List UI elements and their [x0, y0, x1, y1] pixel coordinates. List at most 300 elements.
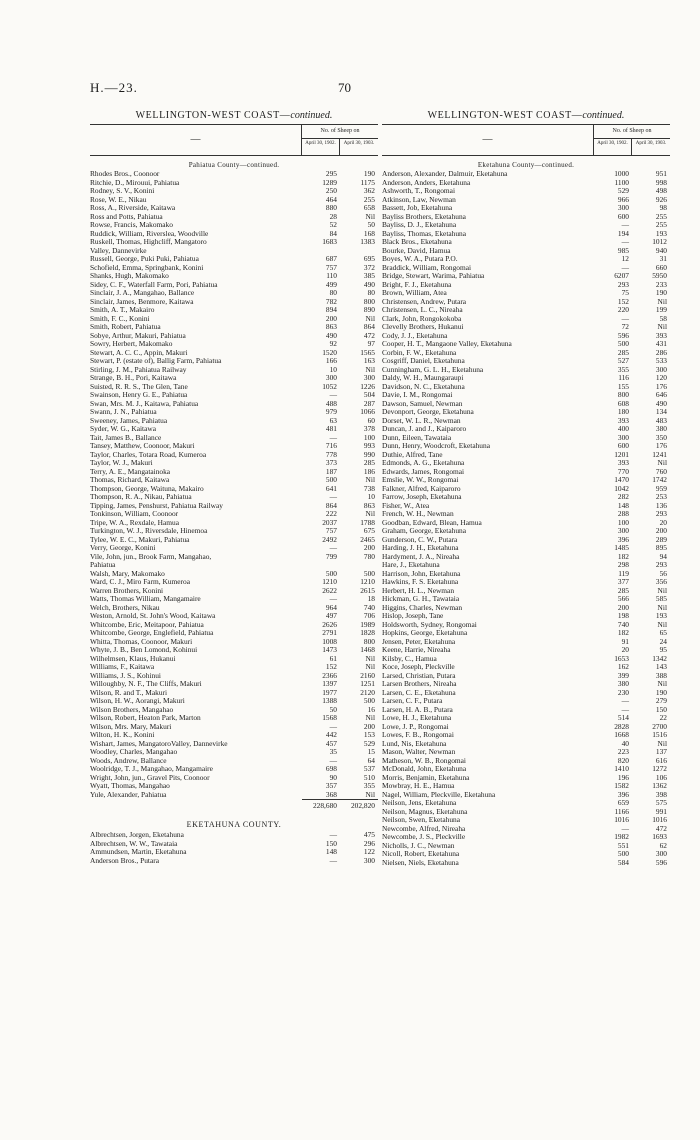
right-column-title	[382, 110, 670, 124]
sheep-1903: 355	[363, 781, 375, 790]
sheep-1902: 6207	[614, 271, 629, 280]
owner-name: Wilson, R. and T., Makuri	[90, 688, 168, 697]
sheep-1902: 52	[329, 220, 337, 229]
sheep-1902: 500	[325, 568, 337, 578]
sheep-1902: 80	[329, 288, 337, 297]
sheep-1902: 222	[325, 509, 337, 518]
owner-name: Matheson, W. B., Rongomai	[382, 756, 466, 765]
owner-name: Devonport, George, Eketahuna	[382, 408, 474, 416]
sheep-1902: 1683	[322, 237, 337, 246]
sheep-group-label: No. of Sheep on	[302, 125, 378, 139]
owner-name: Ruskell, Thomas, Highcliff, Mangatoro	[90, 238, 207, 246]
sheep-1903: 300	[655, 364, 667, 374]
owner-name: Higgins, Charles, Newman	[382, 603, 463, 612]
sheep-1903: 293	[655, 509, 667, 518]
owner-name: Harding, J. H., Eketahuna	[382, 544, 459, 552]
sheep-1902: 514	[617, 713, 629, 722]
sheep-1902: 1410	[614, 764, 629, 773]
sheep-1902: 250	[325, 186, 337, 195]
sheep-1903: 1989	[360, 619, 375, 629]
owner-name: Newcombe, Alfred, Nireaha	[382, 824, 466, 833]
sheep-1903: 398	[655, 789, 667, 799]
sheep-1903: 529	[363, 738, 375, 748]
owner-name: Yule, Alexander, Pahiatua	[90, 790, 167, 799]
owner-name: Anderson, Anders, Eketahuna	[382, 178, 471, 187]
sheep-1903: 31	[659, 254, 667, 263]
sheep-1902: 481	[325, 424, 337, 433]
sheep-1902: —	[621, 823, 629, 833]
owner-name: Emslie, W. W., Rongomai	[382, 476, 459, 484]
sheep-1903: Nil	[365, 211, 375, 221]
sheep-1903: 287	[363, 398, 375, 408]
sheep-1902: 964	[325, 602, 337, 612]
sheep-1903: 286	[655, 347, 667, 357]
sheep-1903: 695	[363, 254, 375, 263]
owner-name: Christensen, L. C., Nireaha	[382, 306, 463, 314]
sheep-1903: 190	[655, 687, 667, 697]
sheep-1903: 431	[655, 339, 667, 348]
sheep-1902: 2622	[322, 585, 337, 595]
owner-name: Mowbray, H. E., Hamua	[382, 782, 455, 790]
owner-name: Russell, George, Puki Puki, Pahiatua	[90, 255, 199, 263]
owner-name: Strange, B. H., Pori, Kaitawa	[90, 374, 177, 382]
sheep-1903: 200	[655, 526, 667, 535]
owner-name: Black Bros., Eketahuna	[382, 238, 452, 246]
sheep-1902: 1289	[322, 177, 337, 187]
sheep-1902: 2037	[322, 517, 337, 527]
sheep-1902: 355	[617, 364, 629, 374]
left-total-row	[302, 799, 378, 811]
owner-name: Ammundsen, Martin, Eketahuna	[90, 848, 187, 856]
sheep-1903: 58	[659, 313, 667, 323]
owner-name: Atkinson, Law, Newman	[382, 195, 456, 204]
owner-name: Whitcombe, George, Englefield, Pahiatua	[90, 629, 214, 637]
owner-name: Dawson, Samuel, Newman	[382, 399, 463, 408]
sheep-1902: —	[329, 390, 337, 399]
col-1902-header: April 30, 1902.	[302, 139, 340, 155]
sheep-1903: 1012	[652, 237, 667, 246]
owner-name: Ashworth, T., Rongomai	[382, 187, 456, 195]
sheep-1902: 90	[329, 772, 337, 782]
sheep-1902: 894	[325, 305, 337, 314]
sheep-1902: 84	[329, 228, 337, 238]
owner-name: Hislop, Joseph, Tane	[382, 612, 444, 620]
sheep-1902: 529	[617, 186, 629, 195]
sheep-1902: 770	[617, 466, 629, 476]
sheep-1903: 15	[367, 747, 375, 756]
sheep-1903: 537	[363, 764, 375, 773]
sheep-1903: 378	[363, 424, 375, 433]
sheep-1903: 1251	[360, 679, 375, 688]
sheep-1903: 153	[363, 730, 375, 739]
owner-name: Brown, William, Atea	[382, 289, 447, 297]
owner-name: McDonald, John, Eketahuna	[382, 765, 467, 773]
sheep-1902: —	[621, 237, 629, 246]
sheep-1903: 475	[363, 830, 375, 839]
owner-name: Herbert, H. L., Newman	[382, 586, 455, 595]
sheep-1902: 28	[329, 211, 337, 221]
owner-name: Sidey, C. F., Waterfall Farm, Pori, Pahiatua	[90, 280, 218, 289]
sheep-1903: 137	[655, 747, 667, 756]
sheep-1902: 368	[325, 789, 337, 799]
sheep-1903: 800	[363, 636, 375, 646]
sheep-1902: 1100	[614, 177, 629, 187]
sheep-1903: 255	[655, 211, 667, 221]
owner-name: Woodley, Charles, Mangahao	[90, 748, 178, 756]
sheep-1903: 279	[655, 696, 667, 705]
sheep-1902: 396	[617, 789, 629, 799]
owner-name: Christensen, Andrew, Putara	[382, 297, 467, 306]
col-1902-header: April 30, 1902.	[594, 139, 632, 155]
sheep-1902: 641	[325, 483, 337, 493]
sheep-1903: 472	[655, 823, 667, 833]
sheep-1903: 24	[659, 636, 667, 646]
sheep-1902: —	[329, 830, 337, 839]
sheep-1903: 646	[655, 390, 667, 399]
owner-name: Kilsby, C., Hamua	[382, 654, 437, 663]
sheep-1902: 187	[325, 466, 337, 476]
owner-name: Swann, J. N., Pahiatua	[90, 408, 157, 416]
sheep-1902: 148	[617, 500, 629, 510]
sheep-1903: 1175	[360, 177, 375, 187]
sheep-1902: 182	[617, 628, 629, 637]
sheep-1903: Nil	[657, 619, 667, 629]
sheep-1902: 10	[329, 364, 337, 374]
sheep-1902: 150	[325, 838, 337, 848]
sheep-1903: 193	[655, 228, 667, 238]
owner-name: Davidson, N. C., Eketahuna	[382, 382, 465, 391]
sheep-1903: 504	[363, 390, 375, 399]
sheep-group-header	[301, 125, 378, 155]
sheep-1902: 148	[325, 847, 337, 856]
sheep-1902: —	[329, 543, 337, 552]
sheep-1903: 993	[363, 441, 375, 450]
sheep-1903: 800	[363, 296, 375, 306]
owner-name: Larsen Brothers, Nireaha	[382, 680, 457, 688]
owner-name: Sinclair, James, Benmore, Kaitawa	[90, 297, 194, 306]
sheep-1903: 1788	[360, 517, 375, 527]
sheep-1903: 740	[363, 602, 375, 612]
left-rows	[90, 170, 378, 799]
owner-name: Wilson, Mrs. Mary, Makuri	[90, 722, 172, 731]
sheep-1902: 155	[617, 381, 629, 391]
sheep-1903: 991	[655, 806, 667, 816]
sheep-1902: 2791	[322, 628, 337, 637]
sheep-1902: 377	[617, 577, 629, 586]
sheep-1903: 895	[655, 543, 667, 552]
owner-name: Thompson, George, Waituna, Makairo	[90, 484, 204, 493]
sheep-1903: 285	[363, 458, 375, 467]
sheep-1903: Nil	[657, 679, 667, 688]
owner-name: Bright, F. J., Eketahuna	[382, 280, 452, 289]
sheep-1902: 1166	[614, 806, 629, 816]
owner-name: Bridge, Stewart, Warima, Pahiatua	[382, 272, 485, 280]
sheep-1903: 998	[655, 177, 667, 187]
sheep-1903: 255	[655, 220, 667, 229]
sheep-1903: Nil	[657, 738, 667, 748]
sheep-1902: —	[329, 721, 337, 731]
owner-name: Neilson, Swen, Eketahuna	[382, 816, 460, 824]
name-column-header: —	[190, 134, 201, 145]
sheep-1902: 659	[617, 798, 629, 807]
owner-name: Lowe, J. P., Rongomai	[382, 722, 449, 731]
owner-name: Stirling, J. M., Pahiatua Railway	[90, 365, 187, 374]
sheep-1903: 356	[655, 577, 667, 586]
sheep-1902: 499	[325, 279, 337, 289]
owner-name: Falkner, Alfred, Kaiparoro	[382, 484, 461, 493]
sheep-1902: 1042	[614, 483, 629, 493]
sheep-1902: 740	[617, 619, 629, 629]
eketahuna-rows	[90, 831, 378, 865]
sheep-1902: 698	[325, 764, 337, 773]
sheep-1902: 300	[617, 432, 629, 442]
sheep-1903: 300	[655, 849, 667, 858]
sheep-1903: 490	[655, 398, 667, 408]
sheep-1902: 2492	[322, 534, 337, 544]
sheep-1902: 196	[617, 772, 629, 782]
owner-name: Graham, George, Eketahuna	[382, 527, 466, 535]
sheep-1903: 706	[363, 611, 375, 620]
owner-name: Rowse, Francis, Makomako	[90, 221, 173, 229]
owner-name: Edwards, James, Rongomai	[382, 467, 465, 476]
owner-name: Farrow, Joseph, Eketahuna	[382, 493, 462, 501]
sheep-1902: 152	[325, 662, 337, 671]
sheep-1903: 1693	[652, 832, 667, 841]
owner-name: Larsen, C. F., Putara	[382, 697, 443, 705]
owner-name: Nicoll, Robert, Eketahuna	[382, 850, 460, 858]
sheep-1902: 1008	[322, 636, 337, 646]
sheep-1903: 350	[655, 432, 667, 442]
sheep-group-header	[593, 125, 670, 155]
sheep-1903: 60	[367, 415, 375, 425]
owner-name: Jensen, Peter, Eketahuna	[382, 637, 456, 646]
owner-name: Davie, I. M., Rongomai	[382, 391, 453, 399]
sheep-1903: 168	[363, 228, 375, 238]
sheep-1903: 951	[655, 169, 667, 178]
sheep-1902: 1016	[614, 815, 629, 824]
owner-name: Newcombe, J. S., Pleckville	[382, 833, 466, 841]
sheep-1903: 186	[363, 466, 375, 476]
sheep-1902: 1473	[322, 645, 337, 654]
sheep-1902: 220	[617, 305, 629, 314]
sheep-1902: —	[621, 696, 629, 705]
sheep-1902: 979	[325, 407, 337, 416]
sheep-1903: 163	[363, 356, 375, 365]
owner-name: Tansey, Matthew, Coonoor, Makuri	[90, 442, 195, 450]
sheep-1902: 400	[617, 424, 629, 433]
sheep-1903: 658	[363, 203, 375, 212]
sheep-group-label: No. of Sheep on	[594, 125, 670, 139]
owner-name: Edmonds, A. G., Eketahuna	[382, 459, 465, 467]
sheep-1903: 1383	[360, 237, 375, 246]
sheep-1903: 2615	[360, 585, 375, 595]
sheep-1903: 94	[659, 551, 667, 561]
sheep-1902: 285	[617, 347, 629, 357]
sheep-1902: 527	[617, 356, 629, 365]
sheep-1902: 596	[617, 330, 629, 340]
sheep-1902: —	[621, 704, 629, 714]
owner-name: Thompson, R. A., Nikau, Pahiatua	[90, 493, 192, 501]
owner-name: Tylee, W. E. C., Makuri, Pahiatua	[90, 535, 190, 544]
sheep-1902: 1052	[322, 381, 337, 391]
owner-name: Holdsworth, Sydney, Rongomai	[382, 620, 477, 629]
sheep-1902: 880	[325, 203, 337, 212]
sheep-1903: 289	[655, 534, 667, 544]
sheep-1903: 890	[363, 305, 375, 314]
sheep-1903: 150	[655, 704, 667, 714]
owner-name: Lowe, H. J., Eketahuna	[382, 714, 452, 722]
owner-name: Verry, George, Konini	[90, 544, 156, 552]
sheep-1902: 61	[329, 653, 337, 663]
sheep-1902: 820	[617, 755, 629, 765]
sheep-1903: 483	[655, 415, 667, 425]
owner-name: Rodney, S. V., Konini	[90, 187, 155, 195]
left-column-title	[90, 110, 378, 124]
sheep-1902: 230	[617, 687, 629, 697]
sheep-1903: 98	[659, 203, 667, 212]
sheep-1903: 20	[659, 517, 667, 527]
sheep-1903: Nil	[365, 662, 375, 671]
sheep-1903: 385	[363, 271, 375, 280]
sheep-1902: 116	[618, 373, 629, 382]
sheep-1903: 596	[655, 857, 667, 867]
owner-name: Dorset, W. L. R., Newman	[382, 416, 461, 425]
sheep-1903: 253	[655, 492, 667, 501]
owner-name: Smith, Robert, Pahiatua	[90, 323, 161, 331]
sheep-1903: Nil	[365, 509, 375, 518]
owner-name: Bourke, David, Hamua	[382, 246, 451, 255]
sheep-1903: 863	[363, 500, 375, 510]
left-section-heading: Pahiatua County—continued.	[188, 161, 280, 169]
sheep-1903: 200	[363, 721, 375, 731]
owner-name: Koce, Joseph, Pleckville	[382, 663, 455, 671]
sheep-1902: —	[329, 855, 337, 865]
sheep-1903: 510	[363, 772, 375, 782]
sheep-1903: 56	[659, 568, 667, 578]
table-row	[90, 791, 378, 800]
page-number: 70	[338, 80, 351, 95]
owner-name: Rose, W. E., Nikau	[90, 195, 147, 204]
owner-name: Lund, Nis, Eketahuna	[382, 739, 447, 748]
total-1903: 202,820	[350, 801, 375, 810]
owner-name: Terry, A. E., Mangatainoka	[90, 467, 171, 476]
owner-name: Neilson, Magnus, Eketahuna	[382, 807, 468, 816]
sheep-1903: Nil	[365, 653, 375, 663]
sheep-1903: 472	[363, 330, 375, 340]
sheep-1903: 97	[367, 339, 375, 348]
table-row	[90, 857, 378, 866]
owner-name: Cunningham, G. L. H., Eketahuna	[382, 365, 484, 374]
sheep-1902: —	[329, 594, 337, 603]
sheep-1903: Nil	[365, 364, 375, 374]
sheep-1903: 362	[363, 186, 375, 195]
sheep-1902: 182	[617, 551, 629, 561]
owner-name: Rhodes Bros., Coonoor	[90, 170, 160, 178]
sheep-1903: 50	[367, 220, 375, 229]
sheep-1902: 180	[617, 407, 629, 416]
owner-name: Larsen, H. A. B., Putara	[382, 705, 453, 714]
page-reference: H.—23.	[90, 80, 138, 95]
sheep-1903: 10	[367, 492, 375, 501]
sheep-1902: 92	[329, 339, 337, 348]
sheep-1903: 200	[363, 543, 375, 552]
sheep-1902: 285	[617, 585, 629, 595]
sheep-1902: 2626	[322, 619, 337, 629]
sheep-1903: 1066	[360, 407, 375, 416]
owner-name: Willoughby, N. F., The Cliffs, Makuri	[90, 680, 202, 688]
table-row	[382, 859, 670, 868]
owner-name: Pahiatua	[90, 561, 116, 569]
sheep-1902: 295	[325, 169, 337, 178]
sheep-1903: 1516	[652, 730, 667, 739]
sheep-1902: 1397	[322, 679, 337, 688]
right-table-header	[382, 124, 670, 156]
sheep-1902: 2366	[322, 670, 337, 680]
sheep-1903: 300	[363, 373, 375, 382]
sheep-1903: 760	[655, 466, 667, 476]
sheep-1902: 300	[617, 526, 629, 535]
owner-name: Wilson, Robert, Heaton Park, Marton	[90, 714, 201, 722]
sheep-1902: 1000	[614, 169, 629, 178]
sheep-1903: 498	[655, 186, 667, 195]
sheep-1902: 194	[617, 228, 629, 238]
sheep-1902: 282	[617, 492, 629, 501]
sheep-1902: 288	[617, 509, 629, 518]
sheep-1902: 600	[617, 211, 629, 221]
owner-name: Suisted, R. R. S., The Glen, Tane	[90, 382, 188, 391]
sheep-1902: 757	[325, 262, 337, 272]
owner-name: Gunderson, C. W., Putara	[382, 535, 458, 544]
sheep-1902: —	[621, 220, 629, 229]
sheep-1903: Nil	[657, 458, 667, 467]
sheep-1903: 616	[655, 755, 667, 765]
sheep-1903: 1828	[360, 628, 375, 637]
sheep-1903: 106	[655, 772, 667, 782]
sheep-1903: 1742	[652, 475, 667, 484]
owner-name: Dunn, Eileen, Tawataia	[382, 433, 452, 442]
sheep-1902: 490	[325, 330, 337, 340]
sheep-1902: 200	[617, 602, 629, 612]
sheep-1902: 863	[325, 322, 337, 331]
sheep-1903: 959	[655, 483, 667, 493]
owner-name: Weston, Arnold, St. John's Wood, Kaitawa	[90, 612, 216, 620]
owner-name: Watts, Thomas William, Mangamaire	[90, 595, 201, 603]
sheep-1902: 497	[325, 611, 337, 620]
owner-name: Williams, J. S., Kohinui	[90, 671, 161, 680]
owner-name: Swan, Mrs. M. J., Kaitawa, Pahiatua	[90, 399, 199, 408]
sheep-1902: 399	[617, 670, 629, 680]
owner-name: Bassett, Job, Eketahuna	[382, 204, 453, 212]
sheep-1902: 1568	[322, 713, 337, 722]
sheep-1902: 1520	[322, 347, 337, 357]
sheep-1902: 200	[325, 313, 337, 323]
owner-name: Larsed, Christian, Putara	[382, 671, 456, 680]
sheep-1902: 166	[325, 356, 337, 365]
owner-name: Dunn, Henry, Woodcroft, Eketahuna	[382, 442, 490, 450]
sheep-1902: 488	[325, 398, 337, 408]
sheep-1903: 120	[655, 373, 667, 382]
sheep-1902: 687	[325, 254, 337, 263]
right-column	[382, 110, 670, 867]
owner-name: Wyatt, Thomas, Mangahao	[90, 782, 170, 790]
owner-name: Wilson Brothers, Mangahao	[90, 705, 174, 714]
sheep-1902: —	[329, 432, 337, 442]
sheep-1903: 738	[363, 483, 375, 493]
owner-name: Woolridge, T. J., Mangahao, Mangamaire	[90, 765, 213, 773]
sheep-1902: 223	[617, 747, 629, 756]
sheep-1902: 464	[325, 194, 337, 204]
owner-name: Hickman, G. H., Tawataia	[382, 595, 460, 603]
